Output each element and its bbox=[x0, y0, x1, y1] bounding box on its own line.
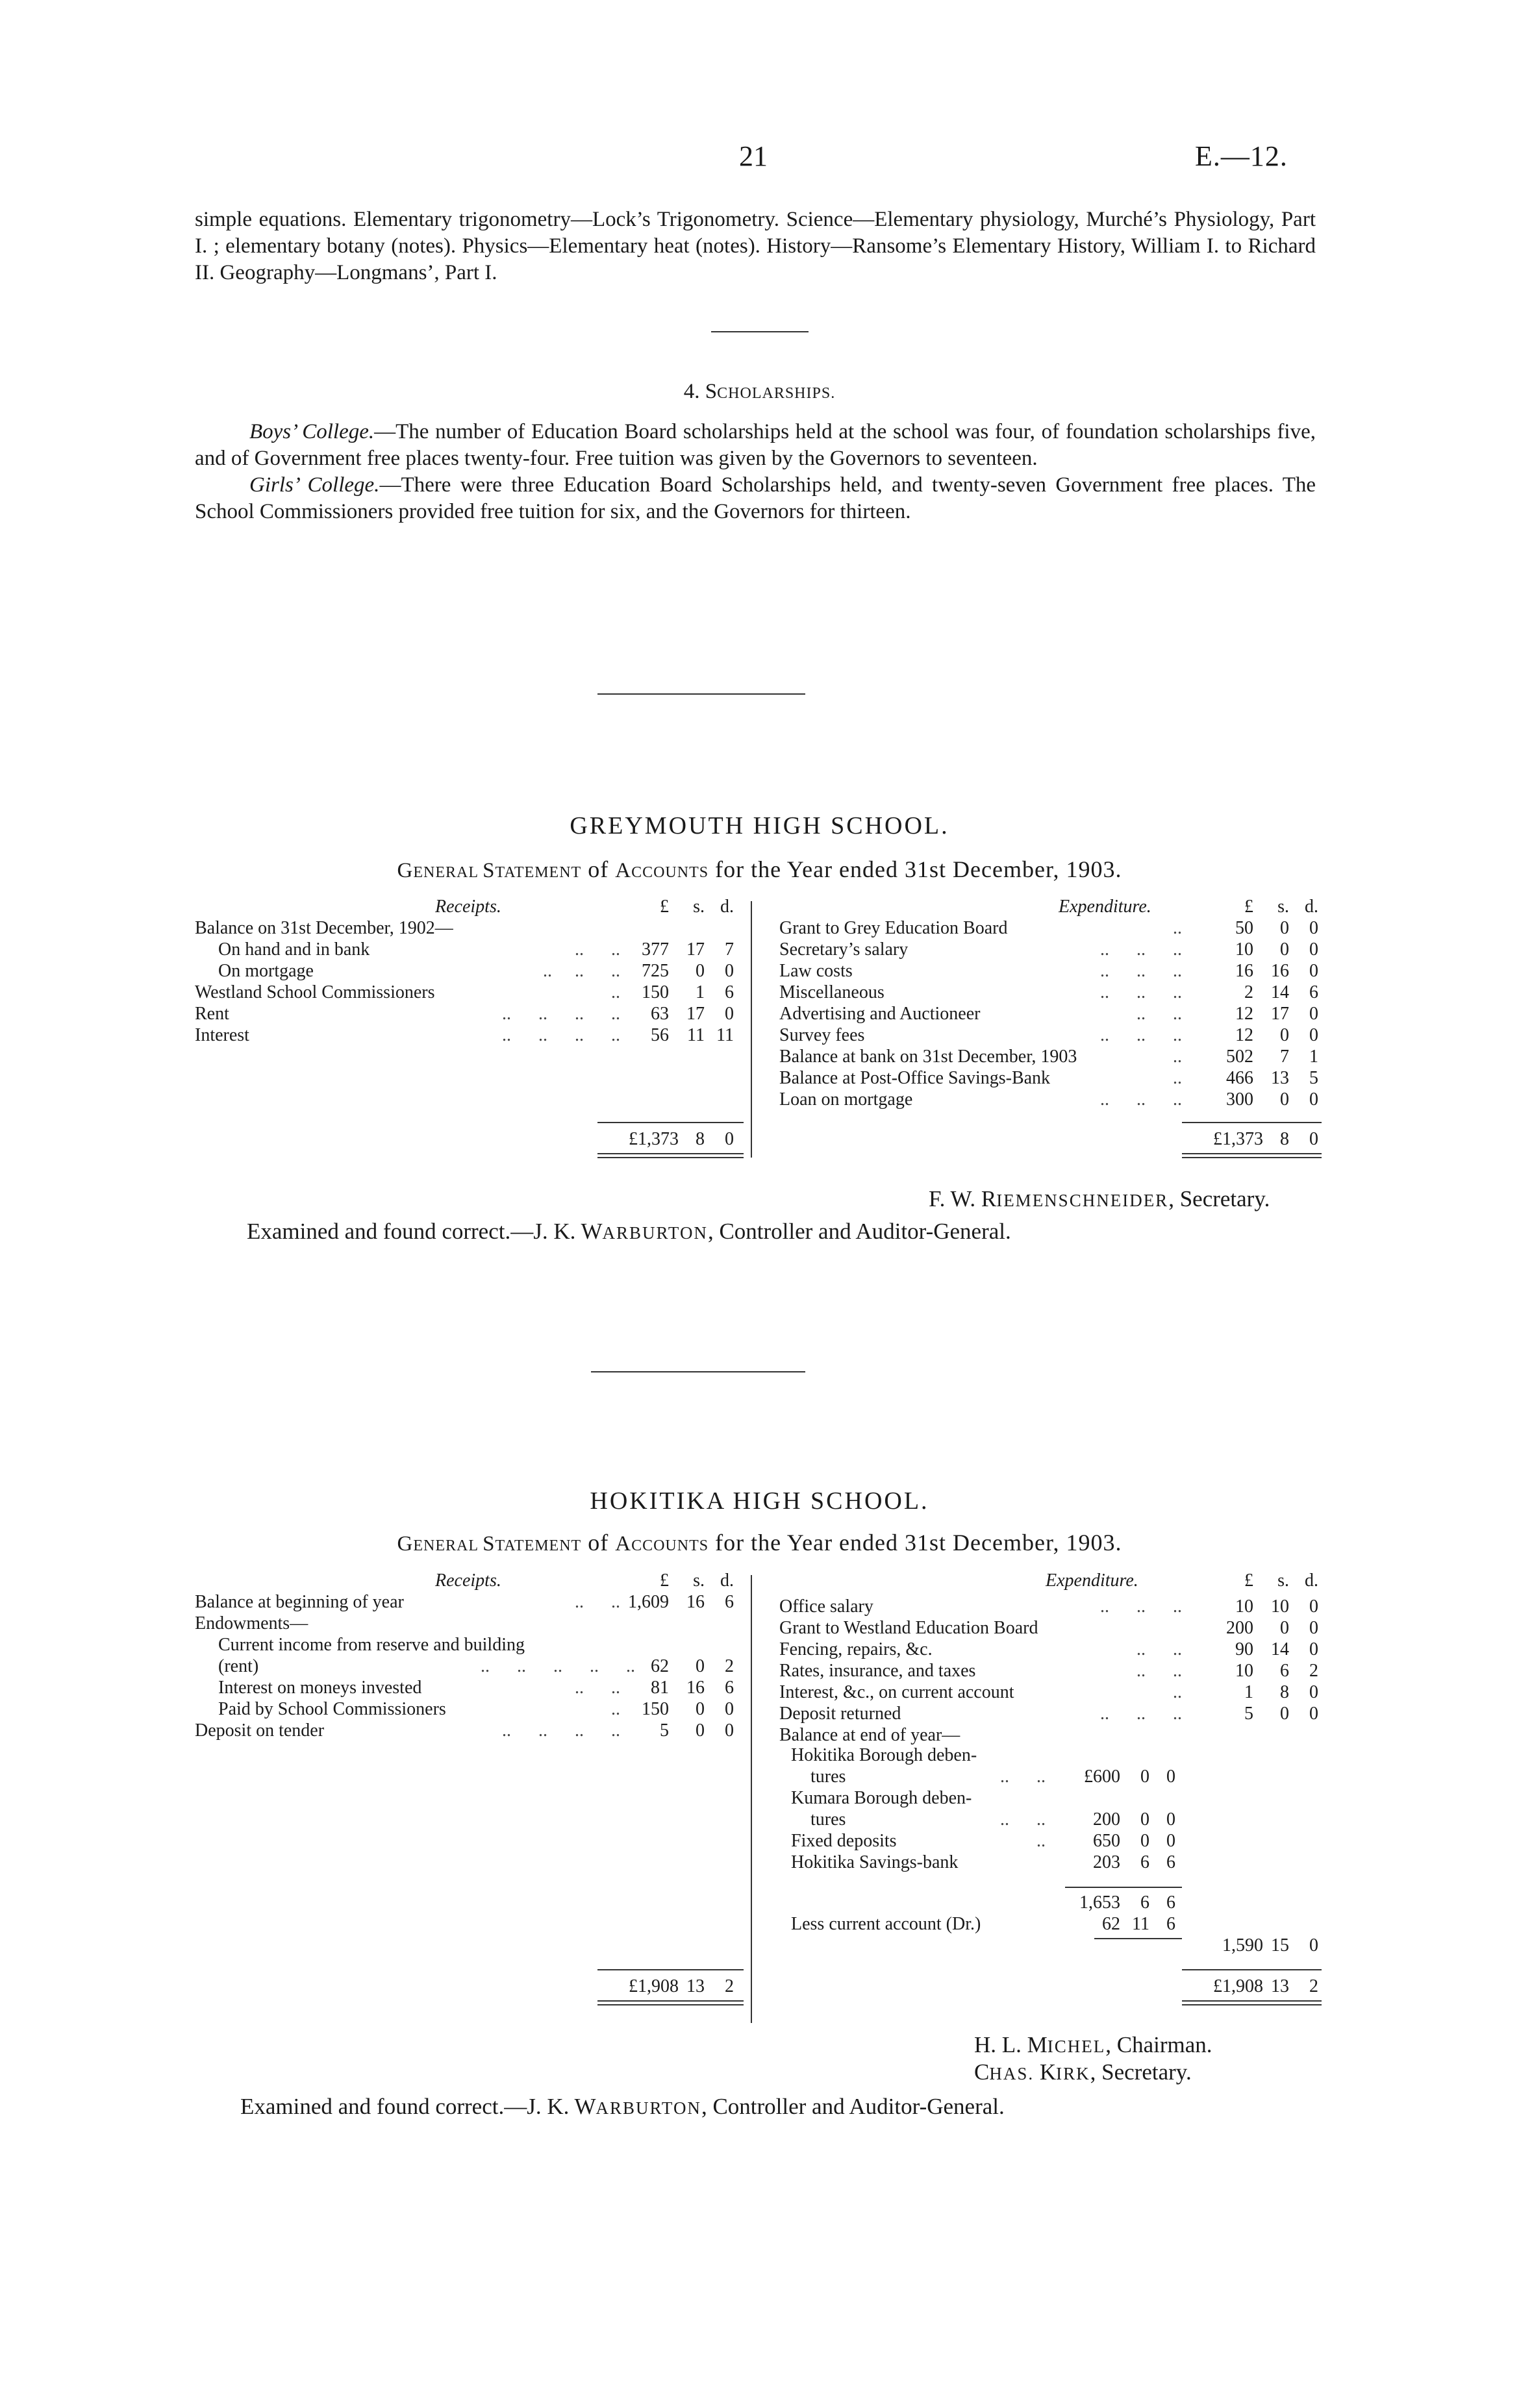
amount-pounds: 56 bbox=[651, 1025, 669, 1045]
leader-dots: .. bbox=[1036, 1831, 1046, 1851]
expenditure-total-shillings: 8 bbox=[1280, 1129, 1289, 1149]
leader-dots: .. .. .. bbox=[543, 961, 620, 981]
amount-pence: 6 bbox=[725, 1678, 734, 1698]
row-label: Rent bbox=[195, 1004, 229, 1024]
row-label: Fixed deposits bbox=[791, 1831, 897, 1851]
subtitle-part: ENERAL bbox=[413, 864, 483, 881]
expenditure-row bbox=[195, 960, 1318, 982]
amount-shillings: 0 bbox=[1280, 1618, 1289, 1638]
amount-pence: 2 bbox=[725, 1656, 734, 1676]
amount-pence: 0 bbox=[1309, 961, 1318, 981]
signature-name-rest: HAS. bbox=[989, 2064, 1040, 2083]
greymouth-subtitle bbox=[0, 856, 1519, 883]
expenditure-header: Expenditure. bbox=[1046, 1570, 1138, 1591]
amount-pence: 0 bbox=[1309, 1682, 1318, 1702]
expenditure-total-pence: 0 bbox=[1309, 1129, 1318, 1149]
row-label: Balance on 31st December, 1902— bbox=[195, 918, 453, 938]
column-divider bbox=[751, 901, 752, 1158]
subtitle-part: S bbox=[483, 1532, 496, 1556]
leader-dots: .. .. bbox=[1000, 1767, 1046, 1787]
col-pounds-header: £ bbox=[660, 897, 669, 917]
leader-dots: .. .. .. bbox=[1100, 939, 1182, 960]
subtitle-part: of bbox=[581, 856, 616, 882]
amount-pounds: £600 bbox=[1084, 1767, 1120, 1787]
subtitle-part: A bbox=[615, 1532, 632, 1556]
amount-pence: 7 bbox=[725, 939, 734, 960]
subtotal-pounds: 1,653 bbox=[1079, 1893, 1120, 1913]
row-label: Endowments— bbox=[195, 1613, 308, 1633]
amount-pounds: 300 bbox=[1226, 1089, 1253, 1110]
row-label: (rent) bbox=[218, 1656, 259, 1676]
signature-name-rest: ICHEL bbox=[1047, 2037, 1106, 2056]
scholarships-heading bbox=[0, 380, 1519, 404]
expenditure-row bbox=[195, 939, 1318, 960]
expenditure-header: Expenditure. bbox=[1059, 897, 1151, 917]
section-divider bbox=[711, 331, 809, 332]
expenditure-total-pounds: £1,373 bbox=[1213, 1129, 1263, 1149]
amount-shillings: 0 bbox=[1280, 918, 1289, 938]
greymouth-secretary-signature bbox=[929, 1186, 1270, 1212]
amount-pounds: 150 bbox=[642, 1699, 669, 1719]
less-shillings: 11 bbox=[1132, 1914, 1149, 1934]
amount-pounds: 12 bbox=[1235, 1025, 1253, 1045]
amount-pounds: 10 bbox=[1235, 1596, 1253, 1617]
receipts-header: Receipts. bbox=[435, 1570, 501, 1591]
row-label: Balance at beginning of year bbox=[195, 1592, 404, 1612]
amount-pence: 0 bbox=[1166, 1767, 1175, 1787]
amount-pounds: 200 bbox=[1226, 1618, 1253, 1638]
section-divider bbox=[597, 693, 805, 695]
expenditure-row bbox=[195, 1046, 1318, 1067]
row-label: On hand and in bank bbox=[218, 939, 370, 960]
amount-pounds: 5 bbox=[660, 1720, 669, 1741]
amount-shillings: 0 bbox=[696, 1720, 705, 1741]
row-label: Interest on moneys invested bbox=[218, 1678, 422, 1698]
amount-pounds: 90 bbox=[1235, 1639, 1253, 1659]
amount-pounds: 10 bbox=[1235, 1661, 1253, 1681]
boys-college-text: —The number of Education Board scholarships held at the school was four, of foundation scholarships five, and of Government free places twenty-four. Free tuition was given by the Governors to seventeen. bbox=[195, 420, 1316, 470]
amount-pence: 5 bbox=[1309, 1068, 1318, 1088]
receipts-total-pounds: £1,373 bbox=[629, 1129, 679, 1149]
amount-pounds: 150 bbox=[642, 982, 669, 1002]
leader-dots: .. .. .. .. bbox=[502, 1004, 620, 1024]
col-pence-header: d. bbox=[720, 897, 734, 917]
amount-pounds: 650 bbox=[1093, 1831, 1120, 1851]
amount-pounds: 1 bbox=[1244, 1682, 1253, 1702]
expenditure-row bbox=[195, 1639, 1318, 1660]
amount-pence: 0 bbox=[1166, 1809, 1175, 1830]
subtitle-part: for the Year ended 31st December, 1903. bbox=[709, 856, 1122, 882]
amount-pence: 11 bbox=[716, 1025, 734, 1045]
expenditure-row bbox=[195, 1724, 1318, 1746]
amount-shillings: 8 bbox=[1280, 1682, 1289, 1702]
signature-role: , Secretary. bbox=[1090, 2059, 1192, 2085]
row-label: Kumara Borough deben- bbox=[791, 1788, 972, 1808]
subtotal-rule bbox=[1065, 1887, 1182, 1888]
amount-pounds: 50 bbox=[1235, 918, 1253, 938]
net-balance-pence: 0 bbox=[1309, 1935, 1318, 1955]
balance-detail-row bbox=[195, 1809, 1318, 1830]
amount-pounds: 5 bbox=[1244, 1704, 1253, 1724]
signature-name-rest: IEMENSCHNEIDER bbox=[996, 1191, 1169, 1210]
row-label: Balance at bank on 31st December, 1903 bbox=[779, 1047, 1077, 1067]
amount-shillings: 7 bbox=[1280, 1047, 1289, 1067]
subtotal-pence: 6 bbox=[1166, 1893, 1175, 1913]
hokitika-title: HOKITIKA HIGH SCHOOL. bbox=[590, 1487, 929, 1515]
amount-pence: 6 bbox=[725, 982, 734, 1002]
amount-pence: 0 bbox=[1309, 1004, 1318, 1024]
leader-dots: .. .. .. bbox=[1100, 961, 1182, 981]
col-pounds-header: £ bbox=[660, 1570, 669, 1591]
row-label: Hokitika Savings-bank bbox=[791, 1852, 959, 1872]
signature-name-initial: K bbox=[1039, 2059, 1057, 2085]
col-pounds-header: £ bbox=[1244, 1570, 1253, 1591]
examined-suffix: , Controller and Auditor-General. bbox=[701, 2094, 1005, 2119]
amount-pounds: 725 bbox=[642, 961, 669, 981]
scholarships-heading-number: 4. bbox=[683, 380, 700, 403]
subtotal-shillings: 6 bbox=[1140, 1893, 1149, 1913]
subtitle-part: ENERAL bbox=[413, 1537, 483, 1554]
row-label: Interest bbox=[195, 1025, 249, 1045]
amount-shillings: 17 bbox=[686, 1004, 705, 1024]
subtitle-part: TATEMENT bbox=[495, 1537, 582, 1554]
col-shillings-header: s. bbox=[1277, 1570, 1289, 1591]
amount-pence: 0 bbox=[1166, 1831, 1175, 1851]
subtitle-part: CCOUNTS bbox=[631, 1537, 709, 1554]
examined-name-rest: ARBURTON bbox=[596, 2098, 701, 2118]
balance-detail-row bbox=[195, 1830, 1318, 1852]
row-label: Paid by School Commissioners bbox=[218, 1699, 446, 1719]
hokitika-audit-statement bbox=[240, 2094, 1005, 2120]
receipts-total-pence: 0 bbox=[725, 1129, 734, 1149]
balance-detail-row bbox=[195, 1852, 1318, 1873]
subtitle-part: of bbox=[581, 1530, 616, 1556]
amount-shillings: 11 bbox=[687, 1025, 705, 1045]
double-rule bbox=[1182, 2000, 1322, 2005]
row-label: Deposit on tender bbox=[195, 1720, 325, 1741]
amount-pence: 0 bbox=[725, 1004, 734, 1024]
row-label: Advertising and Auctioneer bbox=[779, 1004, 981, 1024]
scholarships-heading-rest: CHOLARSHIPS. bbox=[717, 385, 836, 402]
expenditure-row bbox=[195, 1682, 1318, 1703]
balance-detail-row bbox=[195, 1744, 1318, 1766]
row-label: Balance at Post-Office Savings-Bank bbox=[779, 1068, 1051, 1088]
amount-shillings: 1 bbox=[696, 982, 705, 1002]
col-shillings-header: s. bbox=[693, 1570, 705, 1591]
examined-suffix: , Controller and Auditor-General. bbox=[707, 1219, 1011, 1244]
amount-pounds: 203 bbox=[1093, 1852, 1120, 1872]
subtitle-part: G bbox=[397, 859, 414, 882]
greymouth-audit-statement bbox=[247, 1219, 1011, 1245]
amount-pounds: 16 bbox=[1235, 961, 1253, 981]
boys-college-label: Boys’ College. bbox=[249, 420, 375, 443]
row-label: Miscellaneous bbox=[779, 982, 885, 1002]
amount-pence: 0 bbox=[1309, 918, 1318, 938]
amount-pence: 0 bbox=[1309, 1025, 1318, 1045]
expenditure-row bbox=[195, 1660, 1318, 1682]
leader-dots: .. .. .. .. .. bbox=[481, 1656, 635, 1676]
signature-name-initial: H. L. M bbox=[974, 2032, 1048, 2057]
amount-shillings: 0 bbox=[696, 1699, 705, 1719]
amount-pence: 0 bbox=[725, 961, 734, 981]
row-label: Fencing, repairs, &c. bbox=[779, 1639, 933, 1659]
amount-pence: 0 bbox=[1309, 1089, 1318, 1110]
expenditure-total-pounds: £1,908 bbox=[1213, 1976, 1263, 1996]
girls-college-paragraph bbox=[195, 472, 1316, 525]
amount-shillings: 0 bbox=[696, 1656, 705, 1676]
amount-shillings: 0 bbox=[1280, 1089, 1289, 1110]
receipts-total-pence: 2 bbox=[725, 1976, 734, 1996]
net-balance-pounds: 1,590 bbox=[1222, 1935, 1263, 1955]
total-rule bbox=[597, 1122, 744, 1123]
expenditure-row bbox=[195, 1024, 1318, 1046]
amount-shillings: 6 bbox=[1280, 1661, 1289, 1681]
amount-pence: 0 bbox=[725, 1720, 734, 1741]
subtitle-part: A bbox=[615, 859, 632, 882]
girls-college-label: Girls’ College. bbox=[249, 473, 380, 497]
amount-pounds: 2 bbox=[1244, 982, 1253, 1002]
less-current-account-label: Less current account (Dr.) bbox=[791, 1914, 981, 1934]
total-rule bbox=[597, 1969, 744, 1970]
hokitika-secretary-signature bbox=[974, 2059, 1192, 2085]
row-label: Balance at end of year— bbox=[779, 1725, 960, 1745]
amount-shillings: 10 bbox=[1271, 1596, 1289, 1617]
amount-shillings: 16 bbox=[1271, 961, 1289, 981]
row-label: Survey fees bbox=[779, 1025, 865, 1045]
expenditure-row bbox=[195, 1089, 1318, 1110]
greymouth-accounts-table bbox=[195, 896, 1318, 1169]
hokitika-chairman-signature bbox=[974, 2032, 1212, 2058]
amount-shillings: 16 bbox=[686, 1678, 705, 1698]
section-divider bbox=[591, 1371, 805, 1372]
signature-name-initial: F. W. R bbox=[929, 1186, 997, 1211]
double-rule bbox=[1182, 1153, 1322, 1158]
amount-pence: 0 bbox=[1309, 939, 1318, 960]
amount-pence: 2 bbox=[1309, 1661, 1318, 1681]
hokitika-accounts-table bbox=[195, 1570, 1318, 2024]
page-number: 21 bbox=[739, 140, 768, 172]
amount-pence: 0 bbox=[1309, 1704, 1318, 1724]
leader-dots: .. .. bbox=[1136, 1004, 1182, 1024]
amount-shillings: 0 bbox=[1280, 1704, 1289, 1724]
col-shillings-header: s. bbox=[1277, 897, 1289, 917]
amount-pounds: 63 bbox=[651, 1004, 669, 1024]
leader-dots: .. bbox=[1173, 918, 1182, 938]
leader-dots: .. bbox=[1173, 1682, 1182, 1702]
amount-pounds: 62 bbox=[651, 1656, 669, 1676]
amount-shillings: 13 bbox=[1271, 1068, 1289, 1088]
page-reference: E.—12. bbox=[1195, 140, 1288, 172]
row-label: Rates, insurance, and taxes bbox=[779, 1661, 976, 1681]
amount-pounds: 466 bbox=[1226, 1068, 1253, 1088]
total-rule bbox=[1182, 1969, 1322, 1970]
row-label: Law costs bbox=[779, 961, 853, 981]
balance-detail-row bbox=[195, 1787, 1318, 1809]
signature-role: , Secretary. bbox=[1168, 1186, 1270, 1211]
amount-pounds: 502 bbox=[1226, 1047, 1253, 1067]
expenditure-row bbox=[195, 917, 1318, 939]
expenditure-row bbox=[195, 1617, 1318, 1639]
col-pence-header: d. bbox=[1305, 1570, 1318, 1591]
amount-shillings: 6 bbox=[1140, 1852, 1149, 1872]
expenditure-row bbox=[195, 982, 1318, 1003]
expenditure-row bbox=[195, 1596, 1318, 1617]
leader-dots: .. .. .. bbox=[1100, 1089, 1182, 1110]
amount-shillings: 0 bbox=[1280, 1025, 1289, 1045]
leader-dots: .. bbox=[611, 982, 620, 1002]
subtitle-part: S bbox=[483, 859, 496, 882]
row-label: Current income from reserve and building bbox=[218, 1635, 525, 1655]
amount-pounds: 200 bbox=[1093, 1809, 1120, 1830]
leader-dots: .. .. bbox=[575, 1592, 620, 1612]
less-pence: 6 bbox=[1166, 1914, 1175, 1934]
receipts-total-pounds: £1,908 bbox=[629, 1976, 679, 1996]
row-label: Grant to Westland Education Board bbox=[779, 1618, 1038, 1638]
row-label: Secretary’s salary bbox=[779, 939, 909, 960]
amount-pence: 1 bbox=[1309, 1047, 1318, 1067]
double-rule bbox=[597, 1153, 744, 1158]
leader-dots: .. .. .. .. bbox=[502, 1720, 620, 1741]
amount-pounds: 12 bbox=[1235, 1004, 1253, 1024]
leader-dots: .. bbox=[1173, 1068, 1182, 1088]
row-label: Loan on mortgage bbox=[779, 1089, 913, 1110]
row-label: tures bbox=[810, 1809, 846, 1830]
boys-college-paragraph bbox=[195, 419, 1316, 472]
signature-role: , Chairman. bbox=[1105, 2032, 1212, 2057]
expenditure-row bbox=[195, 1067, 1318, 1089]
expenditure-row bbox=[195, 1003, 1318, 1024]
amount-pounds: 1,609 bbox=[628, 1592, 669, 1612]
col-pence-header: d. bbox=[1305, 897, 1318, 917]
leader-dots: .. .. bbox=[575, 939, 620, 960]
amount-shillings: 0 bbox=[1140, 1831, 1149, 1851]
amount-pence: 6 bbox=[725, 1592, 734, 1612]
examined-prefix: Examined and found correct.—J. K. W bbox=[247, 1219, 603, 1244]
hokitika-subtitle bbox=[0, 1529, 1519, 1556]
leader-dots: .. .. bbox=[1000, 1809, 1046, 1830]
subtitle-part: for the Year ended 31st December, 1903. bbox=[709, 1530, 1122, 1556]
leader-dots: .. bbox=[1173, 1047, 1182, 1067]
amount-shillings: 0 bbox=[1140, 1809, 1149, 1830]
row-label: Interest, &c., on current account bbox=[779, 1682, 1014, 1702]
leader-dots: .. bbox=[611, 1699, 620, 1719]
amount-pence: 0 bbox=[1309, 1618, 1318, 1638]
row-label: Hokitika Borough deben- bbox=[791, 1745, 977, 1765]
col-pounds-header: £ bbox=[1244, 897, 1253, 917]
leader-dots: .. .. bbox=[1136, 1639, 1182, 1659]
signature-name-initial: C bbox=[974, 2059, 990, 2085]
subtitle-part: CCOUNTS bbox=[631, 864, 709, 881]
row-label: Deposit returned bbox=[779, 1704, 901, 1724]
amount-pounds: 10 bbox=[1235, 939, 1253, 960]
amount-pence: 6 bbox=[1309, 982, 1318, 1002]
amount-pence: 6 bbox=[1166, 1852, 1175, 1872]
expenditure-row bbox=[195, 1703, 1318, 1724]
row-label: On mortgage bbox=[218, 961, 314, 981]
subtitle-part: G bbox=[397, 1532, 414, 1556]
intro-text: simple equations. Elementary trigonometry—Lock’s Trigonometry. Science—Elementary physiology, Murché’s Physiology, Part I. ; elementary botany (notes). Physics—Elementary heat (notes). History—Ransome’s Elementary History, William I. to Richard II. Geography—Longmans’, Part I. bbox=[195, 208, 1316, 284]
balance-detail-row bbox=[195, 1766, 1318, 1787]
receipts-header: Receipts. bbox=[435, 897, 501, 917]
amount-shillings: 0 bbox=[1140, 1767, 1149, 1787]
amount-pounds: 377 bbox=[642, 939, 669, 960]
girls-college-text: —There were three Education Board Scholarships held, and twenty-seven Government free places. The School Commissioners provided free tuition for six, and the Governors for thirteen. bbox=[195, 473, 1316, 523]
amount-shillings: 16 bbox=[686, 1592, 705, 1612]
examined-prefix: Examined and found correct.—J. K. W bbox=[240, 2094, 596, 2119]
receipts-total-shillings: 13 bbox=[686, 1976, 705, 1996]
amount-shillings: 14 bbox=[1271, 982, 1289, 1002]
intro-paragraph bbox=[195, 206, 1316, 286]
col-pence-header: d. bbox=[720, 1570, 734, 1591]
leader-dots: .. .. .. bbox=[1100, 982, 1182, 1002]
leader-dots: .. .. bbox=[1136, 1661, 1182, 1681]
col-shillings-header: s. bbox=[693, 897, 705, 917]
amount-pence: 0 bbox=[1309, 1639, 1318, 1659]
leader-dots: .. .. .. bbox=[1100, 1025, 1182, 1045]
receipts-total-shillings: 8 bbox=[696, 1129, 705, 1149]
greymouth-title: GREYMOUTH HIGH SCHOOL. bbox=[570, 812, 949, 839]
scholarships-heading-initial: S bbox=[705, 380, 718, 403]
expenditure-total-pence: 2 bbox=[1309, 1976, 1318, 1996]
row-label: Grant to Grey Education Board bbox=[779, 918, 1008, 938]
amount-pounds: 81 bbox=[651, 1678, 669, 1698]
net-balance-shillings: 15 bbox=[1271, 1935, 1289, 1955]
leader-dots: .. .. .. .. bbox=[502, 1025, 620, 1045]
leader-dots: .. .. .. bbox=[1100, 1596, 1182, 1617]
expenditure-total-shillings: 13 bbox=[1271, 1976, 1289, 1996]
amount-shillings: 0 bbox=[1280, 939, 1289, 960]
amount-shillings: 0 bbox=[696, 961, 705, 981]
total-rule bbox=[1182, 1122, 1322, 1123]
double-rule bbox=[597, 2000, 744, 2005]
row-label: Westland School Commissioners bbox=[195, 982, 435, 1002]
row-label: Office salary bbox=[779, 1596, 873, 1617]
row-label: tures bbox=[810, 1767, 846, 1787]
amount-pence: 0 bbox=[1309, 1596, 1318, 1617]
less-pounds: 62 bbox=[1102, 1914, 1120, 1934]
leader-dots: .. .. bbox=[575, 1678, 620, 1698]
subtitle-part: TATEMENT bbox=[495, 864, 582, 881]
signature-name-rest: IRK bbox=[1056, 2064, 1090, 2083]
scholarships-body bbox=[195, 419, 1316, 525]
amount-shillings: 17 bbox=[686, 939, 705, 960]
examined-name-rest: ARBURTON bbox=[602, 1223, 708, 1243]
amount-shillings: 17 bbox=[1271, 1004, 1289, 1024]
amount-shillings: 14 bbox=[1271, 1639, 1289, 1659]
column-divider bbox=[751, 1575, 752, 2023]
leader-dots: .. .. .. bbox=[1100, 1704, 1182, 1724]
amount-pence: 0 bbox=[725, 1699, 734, 1719]
